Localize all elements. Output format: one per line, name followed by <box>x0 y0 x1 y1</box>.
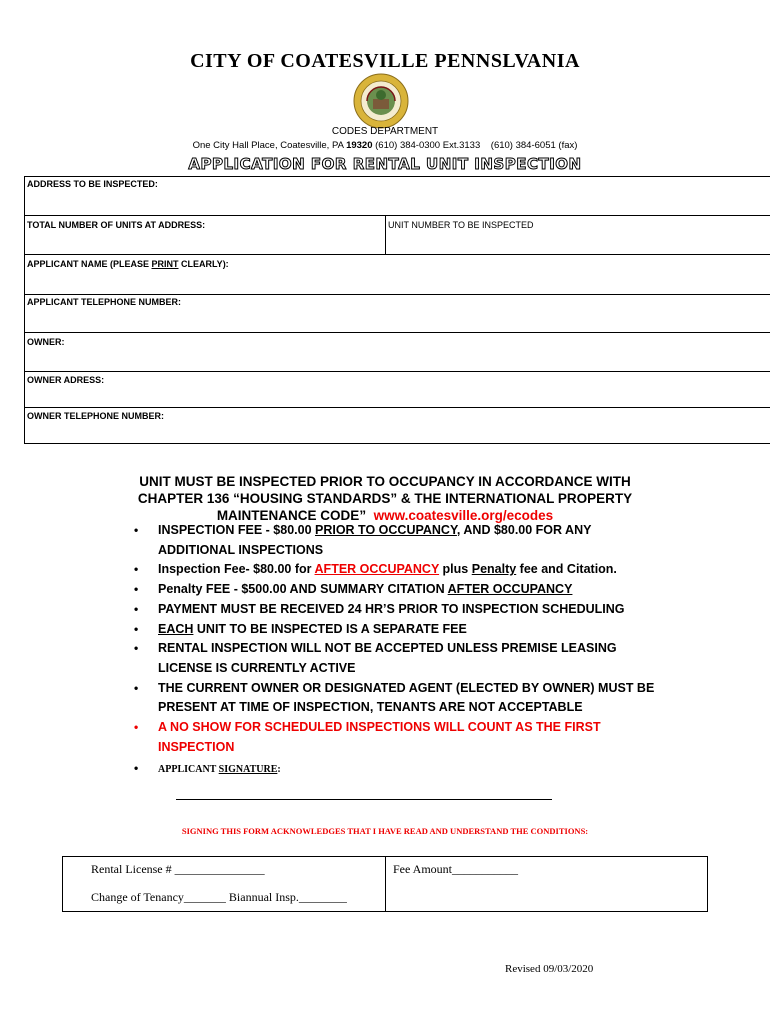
list-item-after-occupancy-fee <box>120 560 660 580</box>
city-title: CITY OF COATESVILLE PENNSLVANIA <box>190 50 580 72</box>
owner-address-label: OWNER ADRESS: <box>27 375 105 385</box>
list-item-owner-present: • THE CURRENT OWNER OR DESIGNATED AGENT (ELECTED BY OWNER) MUST BE PRESENT AT TIME OF INSPECTION, TENANTS ARE NOT ACCEPTABLE <box>120 679 660 718</box>
owner-label: OWNER: <box>27 337 65 347</box>
fee-text-b: PRIOR TO OCCUPANCY <box>315 523 457 537</box>
unit-number-label: UNIT NUMBER TO BE INSPECTED <box>388 220 534 230</box>
penalty-text-a: Penalty FEE - $500.00 AND SUMMARY CITATION <box>158 582 448 597</box>
list-item-signature <box>120 759 660 799</box>
occupancy-notice <box>110 473 660 524</box>
address-row[interactable] <box>25 177 770 215</box>
signature-text-c: : <box>277 764 281 776</box>
fee-text-a: INSPECTION FEE - $80.00 <box>158 523 315 537</box>
list-item-separate-fee <box>120 620 660 640</box>
owner-phone-row[interactable] <box>25 407 770 445</box>
notice-line-3-text: MAINTENANCE CODE” <box>216 508 367 523</box>
applicant-name-suffix: CLEARLY): <box>178 259 229 269</box>
notice-line-2: CHAPTER 136 “HOUSING STANDARDS” & THE INTERNATIONAL PROPERTY <box>137 491 633 506</box>
signature-text-a: APPLICANT <box>158 764 219 776</box>
list-item-inspection-fee <box>120 521 660 560</box>
each-text-a: EACH <box>158 621 194 636</box>
units-row[interactable] <box>25 215 770 254</box>
signature-text-b: SIGNATURE <box>218 764 278 776</box>
after-text-a: Inspection Fee- $80.00 for <box>158 562 315 577</box>
department-name: CODES DEPARTMENT <box>331 126 439 137</box>
after-text-d: Penalty <box>471 562 517 577</box>
signature-label <box>158 764 281 775</box>
fee-amount-field[interactable]: Fee Amount___________ <box>393 862 518 876</box>
after-text-b: AFTER OCCUPANCY <box>314 562 440 577</box>
city-seal-logo <box>353 73 409 129</box>
list-item-penalty <box>120 580 660 600</box>
applicant-name-label <box>27 259 229 269</box>
office-use-divider <box>385 857 386 911</box>
conditions-list <box>120 521 660 800</box>
contact-zip: 19320 <box>346 140 373 151</box>
owner-phone-label: OWNER TELEPHONE NUMBER: <box>27 411 164 421</box>
each-text-b: UNIT TO BE INSPECTED IS A SEPARATE FEE <box>193 621 467 636</box>
owner-address-row[interactable] <box>25 371 770 407</box>
applicant-phone-row[interactable] <box>25 294 770 332</box>
penalty-text-b: AFTER OCCUPANCY <box>447 582 573 597</box>
list-item-leasing-license: • RENTAL INSPECTION WILL NOT BE ACCEPTED UNLESS PREMISE LEASING LICENSE IS CURRENTLY ACTIVE <box>120 639 660 678</box>
signature-field[interactable] <box>176 789 552 800</box>
list-item-no-show: • A NO SHOW FOR SCHEDULED INSPECTIONS WILL COUNT AS THE FIRST INSPECTION <box>120 718 660 757</box>
revised-date: Revised 09/03/2020 <box>505 963 594 975</box>
units-label: TOTAL NUMBER OF UNITS AT ADDRESS: <box>27 220 206 230</box>
notice-line-1: UNIT MUST BE INSPECTED PRIOR TO OCCUPANCY IN ACCORDANCE WITH <box>139 474 631 489</box>
list-item-payment: • PAYMENT MUST BE RECEIVED 24 HR’S PRIOR TO INSPECTION SCHEDULING <box>120 600 660 620</box>
acknowledgement-text: SIGNING THIS FORM ACKNOWLEDGES THAT I HAVE READ AND UNDERSTAND THE CONDITIONS: <box>181 826 589 836</box>
inspection-form-table <box>24 176 770 444</box>
applicant-name-print: PRINT <box>151 259 179 269</box>
contact-address: One City Hall Place, Coatesville, PA <box>192 140 344 151</box>
applicant-name-prefix: APPLICANT NAME (PLEASE <box>27 259 152 269</box>
change-of-tenancy-field[interactable]: Change of Tenancy_______ Biannual Insp.________ <box>91 890 347 904</box>
applicant-phone-label: APPLICANT TELEPHONE NUMBER: <box>27 297 182 307</box>
contact-line <box>0 140 770 151</box>
office-use-box <box>62 856 708 912</box>
website-link[interactable]: www.coatesville.org/ecodes <box>373 508 554 523</box>
fee-text-c: , AND $80.00 FOR ANY ADDITIONAL INSPECTIONS <box>158 523 592 557</box>
address-label: ADDRESS TO BE INSPECTED: <box>27 179 158 189</box>
contact-phone: (610) 384-0300 Ext.3133 <box>375 140 481 151</box>
after-text-c: plus <box>439 562 472 577</box>
applicant-name-row[interactable] <box>25 254 770 294</box>
contact-fax: (610) 384-6051 (fax) <box>490 140 578 151</box>
after-text-e: fee and Citation. <box>516 562 617 577</box>
units-divider <box>385 216 386 254</box>
owner-row[interactable] <box>25 332 770 371</box>
form-title: APPLICATION FOR RENTAL UNIT INSPECTION <box>188 155 582 173</box>
rental-license-field[interactable]: Rental License # _______________ <box>91 862 265 876</box>
